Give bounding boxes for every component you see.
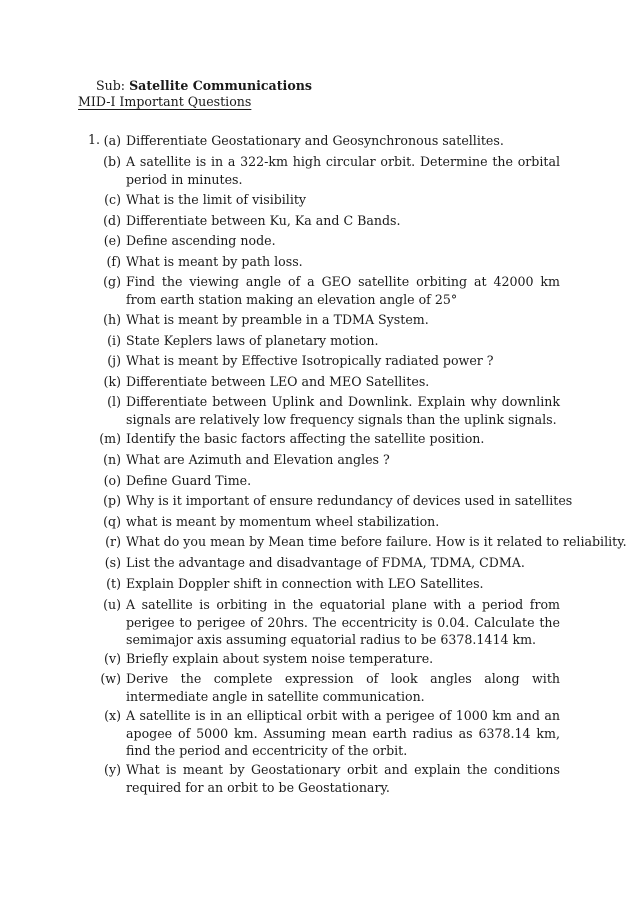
question-text: Differentiate between Ku, Ka and C Bands. (126, 213, 401, 228)
question-text: What is meant by Geostationary orbit and explain the conditions required for an orbit to be Geostationary. (126, 762, 560, 795)
question-text: Why is it important of ensure redundancy of devices used in satellites (126, 493, 573, 508)
question-label: (i) (107, 333, 121, 348)
question-label: (j) (107, 353, 121, 368)
question-label: (x) (104, 708, 121, 723)
question-text: what is meant by momentum wheel stabilization. (126, 514, 440, 529)
question-label: (g) (103, 274, 121, 289)
question-label: (y) (104, 762, 121, 777)
question-text: What is the limit of visibility (126, 192, 307, 207)
question-label: (c) (104, 192, 121, 207)
question-label: (k) (103, 374, 121, 389)
question-label: (u) (103, 597, 121, 612)
question-label: (e) (103, 233, 121, 248)
question-label: (l) (107, 394, 121, 409)
question-text: What is meant by path loss. (126, 254, 303, 269)
question-text: A satellite is in a 322-km high circular orbit. Determine the orbital period in minutes. (126, 154, 560, 187)
question-label: (n) (103, 452, 121, 467)
question-label: (t) (106, 576, 121, 591)
question-text: What do you mean by Mean time before failure. How is it related to reliability. (126, 534, 627, 549)
subject-line (96, 78, 312, 94)
question-label: (w) (100, 671, 121, 686)
question-label: (d) (103, 213, 121, 228)
question-text: What is meant by preamble in a TDMA System. (126, 312, 429, 327)
question-label: (m) (99, 431, 121, 446)
question-text: List the advantage and disadvantage of FDMA, TDMA, CDMA. (126, 555, 525, 570)
question-text: What are Azimuth and Elevation angles ? (126, 452, 390, 467)
question-label: (b) (103, 154, 121, 169)
question-text: Explain Doppler shift in connection with LEO Satellites. (126, 576, 484, 591)
question-number: 1. (88, 132, 101, 147)
question-label: (s) (104, 555, 121, 570)
question-text: Identify the basic factors affecting the satellite position. (126, 431, 485, 446)
question-label: (o) (103, 473, 121, 488)
question-label: (h) (103, 312, 121, 327)
question-label: (a) (103, 133, 121, 148)
question-text: Define ascending node. (126, 233, 276, 248)
question-label: (r) (105, 534, 121, 549)
question-label: (q) (103, 514, 121, 529)
question-label: (p) (103, 493, 121, 508)
question-text: State Keplers laws of planetary motion. (126, 333, 379, 348)
question-text: Derive the complete expression of look angles along with intermediate angle in satellite communication. (126, 671, 560, 704)
question-text: Briefly explain about system noise temperature. (126, 651, 434, 666)
question-text: Define Guard Time. (126, 473, 252, 488)
subject-prefix: Sub: (96, 78, 126, 93)
document-title: MID-I Important Questions (78, 94, 252, 109)
question-text: What is meant by Effective Isotropically radiated power ? (126, 353, 494, 368)
subject-name: Satellite Communications (129, 78, 312, 93)
question-text: A satellite is orbiting in the equatorial plane with a period from perigee to perigee of 20hrs. The eccentricity is 0.04. Calculate the semimajor axis assuming equatorial radius to be 6378.1414 km. (126, 597, 560, 647)
question-text: Differentiate Geostationary and Geosynchronous satellites. (126, 133, 504, 148)
question-text: Find the viewing angle of a GEO satellite orbiting at 42000 km from earth station making an elevation angle of 25° (126, 274, 560, 307)
question-text: Differentiate between Uplink and Downlink. Explain why downlink signals are relatively low frequency signals than the uplink signals. (126, 394, 560, 427)
question-text: Differentiate between LEO and MEO Satellites. (126, 374, 430, 389)
question-label: (v) (104, 651, 121, 666)
question-label: (f) (106, 254, 121, 269)
question-text: A satellite is in an elliptical orbit with a perigee of 1000 km and an apogee of 5000 km. Assuming mean earth radius as 6378.14 km, find the period and eccentricity of the orbit. (126, 708, 560, 758)
